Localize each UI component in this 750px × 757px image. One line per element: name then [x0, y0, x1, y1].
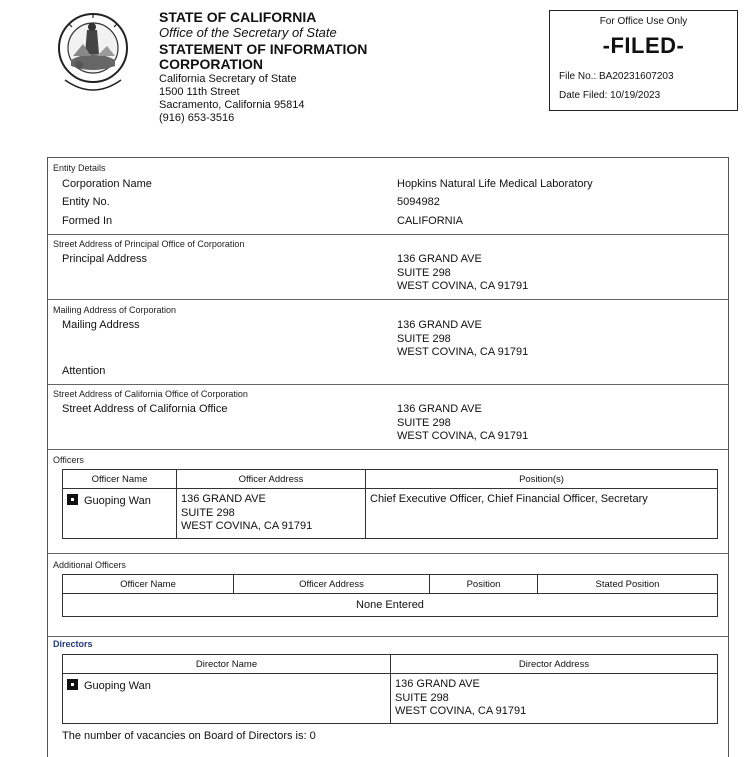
section-additional-officers: Additional Officers	[53, 560, 126, 570]
office-use-box	[549, 10, 738, 111]
address-line: SUITE 298	[395, 691, 449, 704]
directors-table	[62, 654, 718, 724]
section-entity-details: Entity Details	[53, 163, 106, 173]
formed-in-value: CALIFORNIA	[397, 215, 464, 227]
section-ca-office: Street Address of California Office of Corporation	[53, 389, 248, 399]
col-officer-address: Officer Address	[177, 470, 366, 489]
address-line: SUITE 298	[397, 416, 451, 429]
officer-address-cell	[177, 489, 366, 539]
table-row	[63, 594, 718, 617]
address-line: 136 GRAND AVE	[397, 403, 482, 415]
col-position: Position	[430, 575, 538, 594]
sos-address	[159, 73, 305, 125]
address-line: WEST COVINA, CA 91791	[397, 280, 529, 292]
divider	[48, 384, 728, 385]
entity-no-value: 5094982	[397, 196, 440, 208]
col-officer-name: Officer Name	[63, 470, 177, 489]
state-seal	[57, 8, 129, 98]
table-row	[63, 489, 718, 539]
address-line: 136 GRAND AVE	[397, 253, 482, 265]
address-line: WEST COVINA, CA 91791	[397, 430, 529, 442]
table-row	[63, 674, 718, 724]
attention-label: Attention	[62, 365, 106, 377]
address-line: SUITE 298	[397, 332, 451, 345]
address-line: WEST COVINA, CA 91791	[395, 705, 527, 717]
principal-address-value	[397, 253, 528, 294]
address-line: (916) 653-3516	[159, 112, 235, 124]
address-line: California Secretary of State	[159, 73, 297, 85]
col-director-address: Director Address	[391, 655, 718, 674]
statement-form	[47, 157, 729, 757]
col-officer-name: Officer Name	[63, 575, 234, 594]
divider	[48, 636, 728, 637]
formed-in-label: Formed In	[62, 215, 113, 227]
principal-address-label: Principal Address	[62, 253, 147, 265]
address-line: SUITE 298	[181, 506, 235, 519]
address-line: 136 GRAND AVE	[395, 678, 480, 690]
address-line: SUITE 298	[397, 266, 451, 279]
mailing-address-label: Mailing Address	[62, 319, 140, 331]
director-name-cell	[63, 674, 391, 724]
address-line: 1500 11th Street	[159, 86, 240, 98]
address-line: 136 GRAND AVE	[397, 319, 482, 331]
address-line: Sacramento, California 95814	[159, 99, 305, 111]
office-name: Office of the Secretary of State	[159, 25, 337, 40]
ca-office-label: Street Address of California Office	[62, 403, 228, 415]
filed-stamp: -FILED-	[602, 33, 685, 58]
vacancies-text: The number of vacancies on Board of Directors is: 0	[62, 730, 316, 742]
address-line: WEST COVINA, CA 91791	[181, 520, 313, 532]
address-line: WEST COVINA, CA 91791	[397, 346, 529, 358]
director-address-cell	[391, 674, 718, 724]
date-filed: Date Filed: 10/19/2023	[559, 90, 661, 101]
col-officer-address: Officer Address	[234, 575, 430, 594]
state-title: STATE OF CALIFORNIA	[159, 9, 317, 25]
section-mailing-address: Mailing Address of Corporation	[53, 305, 177, 315]
section-officers: Officers	[53, 455, 84, 465]
director-name: Guoping Wan	[84, 680, 151, 692]
officer-positions: Chief Executive Officer, Chief Financial Officer, Secretary	[366, 489, 718, 539]
checkbox-icon	[67, 494, 78, 505]
col-stated-position: Stated Position	[538, 575, 718, 594]
divider	[48, 234, 728, 235]
additional-officers-table	[62, 574, 718, 617]
checkbox-icon	[67, 679, 78, 690]
office-use-title: For Office Use Only	[599, 16, 688, 27]
section-directors: Directors	[53, 639, 93, 649]
none-entered: None Entered	[63, 594, 718, 617]
officer-name-cell	[63, 489, 177, 539]
file-number: File No.: BA20231607203	[559, 71, 674, 82]
officer-name: Guoping Wan	[84, 495, 151, 507]
corp-name-label: Corporation Name	[62, 178, 152, 190]
divider	[48, 299, 728, 300]
section-principal-office: Street Address of Principal Office of Corporation	[53, 239, 245, 249]
ca-office-value	[397, 403, 528, 444]
entity-no-label: Entity No.	[62, 196, 110, 208]
divider	[48, 553, 728, 554]
statement-title: STATEMENT OF INFORMATION CORPORATION	[159, 41, 368, 72]
col-positions: Position(s)	[366, 470, 718, 489]
corp-name-value: Hopkins Natural Life Medical Laboratory	[397, 178, 593, 190]
col-director-name: Director Name	[63, 655, 391, 674]
divider	[48, 449, 728, 450]
address-line: 136 GRAND AVE	[181, 493, 266, 505]
officers-table	[62, 469, 718, 539]
mailing-address-value	[397, 319, 528, 360]
